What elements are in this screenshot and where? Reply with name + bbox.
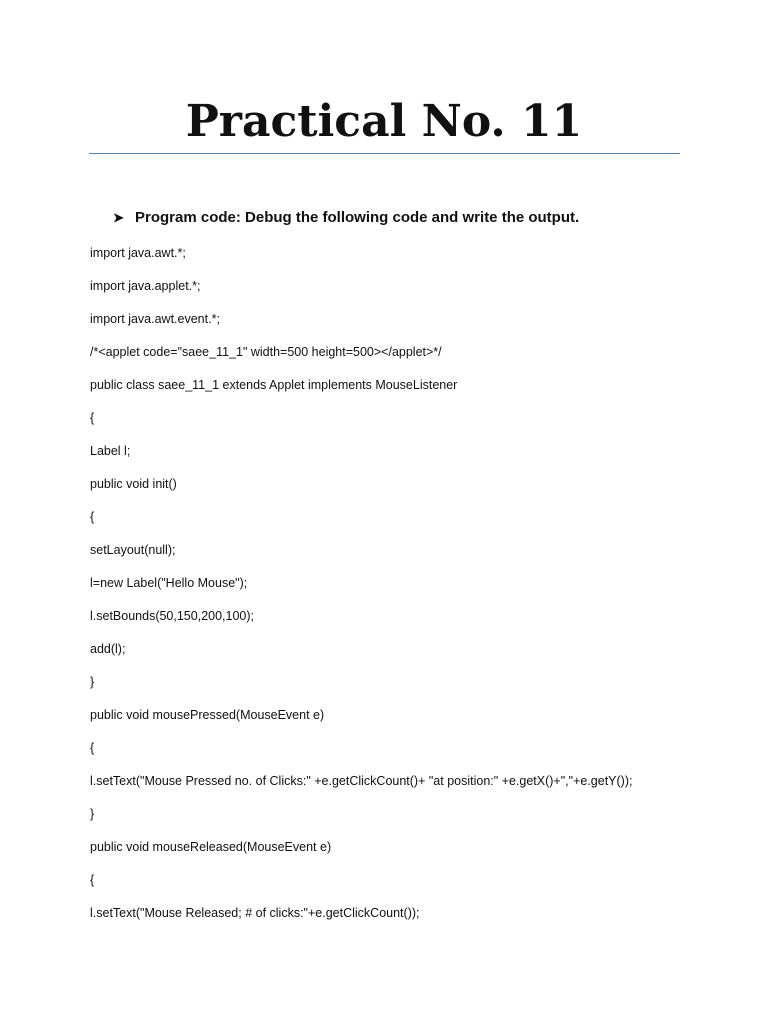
code-line: public void mousePressed(MouseEvent e) bbox=[90, 708, 325, 722]
code-line: setLayout(null); bbox=[90, 543, 176, 557]
code-line: public void mouseReleased(MouseEvent e) bbox=[90, 840, 332, 854]
code-line: } bbox=[90, 675, 95, 689]
code-line: public class saee_11_1 extends Applet implements MouseListener bbox=[90, 378, 458, 392]
code-line: import java.awt.*; bbox=[90, 246, 186, 260]
code-line: l.setText("Mouse Pressed no. of Clicks:" +e.getClickCount()+ "at position:" +e.getX()+","+e.getY()); bbox=[90, 774, 633, 788]
code-listing bbox=[90, 240, 710, 933]
code-line: add(l); bbox=[90, 642, 126, 656]
code-line: { bbox=[90, 510, 95, 524]
section-heading bbox=[113, 206, 579, 230]
page-title: Practical No. 11 bbox=[185, 96, 583, 147]
code-line: { bbox=[90, 411, 95, 425]
code-line: import java.applet.*; bbox=[90, 279, 201, 293]
code-line: Label l; bbox=[90, 444, 131, 458]
code-line: public void init() bbox=[90, 477, 177, 491]
code-line: import java.awt.event.*; bbox=[90, 312, 220, 326]
code-line: } bbox=[90, 807, 95, 821]
code-line: { bbox=[90, 873, 95, 887]
section-heading-text: Program code: Debug the following code and write the output. bbox=[135, 209, 580, 226]
code-line: l=new Label("Hello Mouse"); bbox=[90, 576, 248, 590]
code-line: { bbox=[90, 741, 95, 755]
code-line: l.setText("Mouse Released; # of clicks:"+e.getClickCount()); bbox=[90, 906, 420, 920]
code-line: /*<applet code="saee_11_1" width=500 height=500></applet>*/ bbox=[90, 345, 442, 359]
title-underline bbox=[89, 153, 680, 154]
code-line: l.setBounds(50,150,200,100); bbox=[90, 609, 255, 623]
arrowhead-bullet-icon: ➤ bbox=[113, 210, 124, 225]
